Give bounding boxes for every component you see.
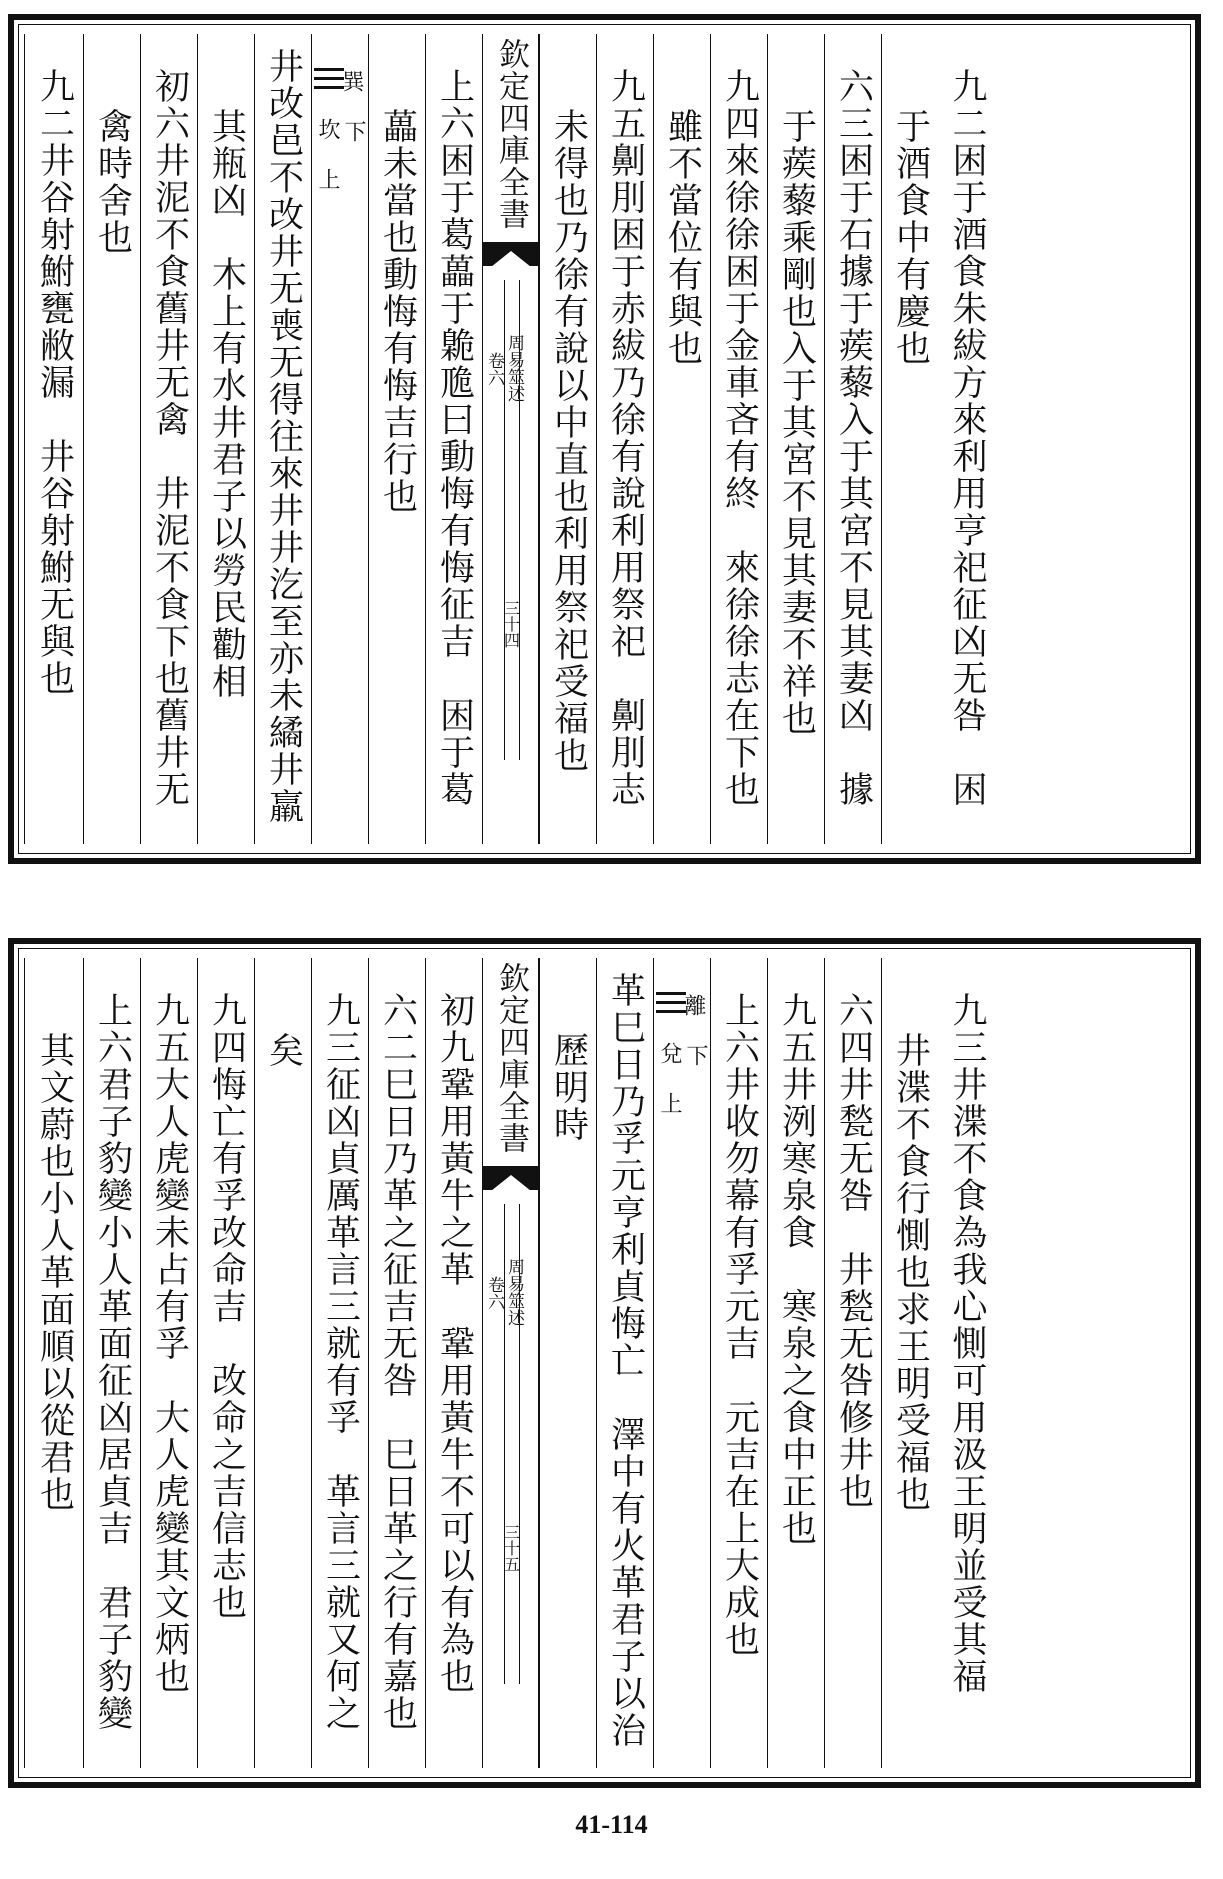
text-column: 九五劓刖困于赤紱乃徐有說利用祭祀 劓刖志 [596, 34, 653, 844]
spine-book-title: 周易筮述 [504, 1258, 524, 1326]
text-column: 九二井谷射鮒甕敝漏 井谷射鮒无與也 [24, 34, 83, 844]
spine-volume: 卷六 [484, 1276, 504, 1310]
text-column: 上六困于葛藟于臲卼曰動悔有悔征吉 困于葛 [425, 34, 482, 844]
fish-tail-mark [483, 1166, 538, 1190]
text-column: 九五大人虎變未占有孚 大人虎變其文炳也 [140, 958, 197, 1768]
text-column: 未得也乃徐有說以中直也利用祭祀受福也 [539, 34, 596, 844]
text-column: 六三困于石據于蒺藜入于其宮不見其妻凶 據 [824, 34, 881, 844]
text-column: 于酒食中有慶也 [881, 34, 938, 844]
spine-book-title: 周易筮述 [504, 334, 524, 402]
text-column: 藟未當也動悔有悔吉行也 [368, 34, 425, 844]
text-column: 六二巳日乃革之征吉无咎 巳日革之行有嘉也 [368, 958, 425, 1768]
center-spine [482, 34, 539, 844]
text-column: 上六君子豹變小人革面征凶居貞吉 君子豹變 [83, 958, 140, 1768]
fish-tail-mark [483, 242, 538, 266]
text-column: 九五井洌寒泉食 寒泉之食中正也 [767, 958, 824, 1768]
text-column: 初六井泥不食舊井无禽 井泥不食下也舊井无 [140, 34, 197, 844]
text-column: 井改邑不改井无喪无得往來井井汔至亦未繘井羸 [254, 34, 311, 844]
upper-page [8, 14, 1201, 864]
text-column: 歷明時 [539, 958, 596, 1768]
spine-title: 欽定四庫全書 [493, 962, 529, 1154]
text-column: 九四悔亡有孚改命吉 改命之吉信志也 [197, 958, 254, 1768]
spine-volume: 卷六 [484, 352, 504, 386]
text-column: 九四來徐徐困于金車吝有終 來徐徐志在下也 [710, 34, 767, 844]
text-column: 九三井渫不食為我心惻可用汲王明並受其福 [947, 992, 987, 1695]
text-column: 九二困于酒食朱紱方來利用亨祀征凶无咎 困 [947, 68, 987, 808]
text-column: 雖不當位有與也 [653, 34, 710, 844]
text-column: 于蒺藜乘剛也入于其宮不見其妻不祥也 [767, 34, 824, 844]
spine-leaf-number: 三十五 [501, 1524, 521, 1572]
hexagram-column: 巽 坎 下 上 [311, 34, 368, 844]
text-column: 初九鞏用黃牛之革 鞏用黃牛不可以有為也 [425, 958, 482, 1768]
lower-page [8, 938, 1201, 1788]
text-column: 六四井甃无咎 井甃无咎修井也 [824, 958, 881, 1768]
text-column: 禽時舍也 [83, 34, 140, 844]
text-column: 其瓶凶 木上有水井君子以勞民勸相 [197, 34, 254, 844]
text-column: 井渫不食行惻也求王明受福也 [881, 958, 938, 1768]
center-spine [482, 958, 539, 1768]
spine-title: 欽定四庫全書 [493, 38, 529, 230]
text-column: 矣 [254, 958, 311, 1768]
text-column: 九三征凶貞厲革言三就有孚 革言三就又何之 [311, 958, 368, 1768]
spine-leaf-number: 三十四 [501, 600, 521, 648]
page-number: 41-114 [575, 1810, 648, 1839]
text-column: 上六井收勿幕有孚元吉 元吉在上大成也 [710, 958, 767, 1768]
text-column: 革巳日乃孚元亨利貞悔亡 澤中有火革君子以治 [596, 958, 653, 1768]
hexagram-column: 離 兌 下 上 [653, 958, 710, 1768]
text-column: 其文蔚也小人革面順以從君也 [24, 958, 83, 1768]
